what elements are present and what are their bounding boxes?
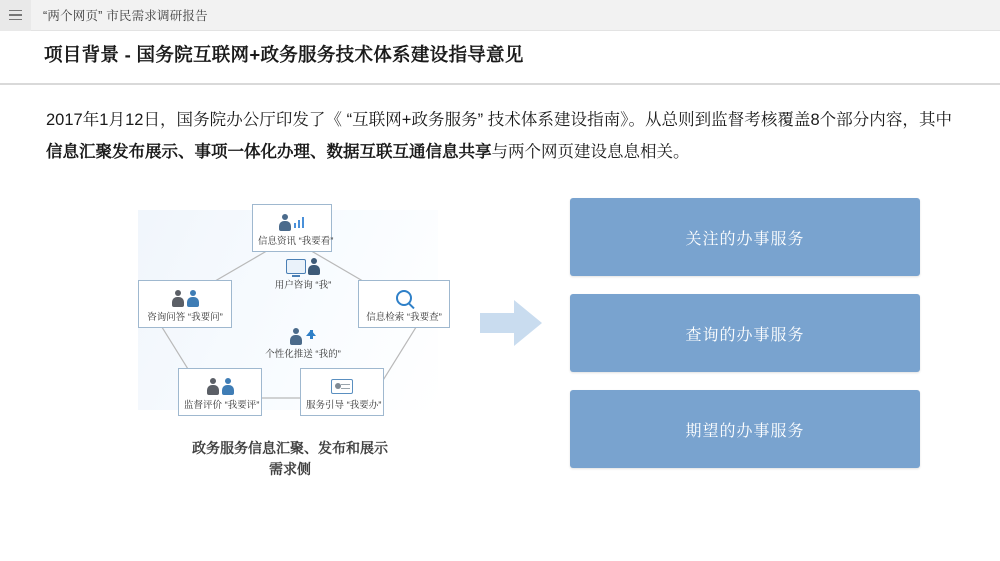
service-card-followed[interactable]: 关注的办事服务 bbox=[570, 198, 920, 276]
requirement-diagram bbox=[100, 190, 480, 490]
diagram-center-label: 用户咨询 “我” bbox=[274, 280, 332, 291]
diagram-node-label: 信息资讯 “我要看” bbox=[258, 236, 334, 247]
diagram-middle-node bbox=[248, 328, 358, 360]
person-icon bbox=[221, 378, 234, 395]
diagram-caption-line1: 政务服务信息汇聚、发布和展示 bbox=[192, 440, 388, 456]
hamburger-icon[interactable] bbox=[0, 0, 31, 31]
diagram-node-info[interactable] bbox=[252, 204, 332, 252]
diagram-node-search[interactable] bbox=[358, 280, 450, 328]
id-card-icon bbox=[331, 379, 353, 394]
service-card-expected[interactable]: 期望的办事服务 bbox=[570, 390, 920, 468]
service-card-list bbox=[570, 198, 920, 468]
top-bar bbox=[0, 0, 1000, 31]
diagram-caption bbox=[100, 438, 480, 480]
paragraph-text-1: 2017年1月12日，国务院办公厅印发了《 “互联网+政务服务” 技术体系建设指南》。从总则到监督考核覆盖8个部分内容，其中 bbox=[46, 111, 952, 129]
user-screen-icon bbox=[286, 259, 306, 274]
diagram-node-guide[interactable] bbox=[300, 368, 384, 416]
supervise-icon bbox=[206, 378, 219, 395]
search-icon bbox=[396, 290, 412, 306]
page-title: 项目背景 - 国务院互联网+政务服务技术体系建设指导意见 bbox=[44, 44, 524, 65]
diagram-middle-label: 个性化推送 “我的” bbox=[265, 349, 341, 360]
diagram-node-label: 服务引导 “我要办” bbox=[306, 400, 382, 411]
up-arrow-icon bbox=[306, 330, 317, 343]
info-chart-icon bbox=[279, 214, 292, 231]
person-push-icon bbox=[290, 328, 303, 345]
diagram-node-supervise[interactable] bbox=[178, 368, 262, 416]
bar-chart-icon bbox=[294, 216, 306, 228]
diagram-node-label: 监督评价 “我要评” bbox=[184, 400, 260, 411]
title-divider bbox=[0, 83, 1000, 85]
body-paragraph bbox=[46, 104, 952, 168]
document-title: “两个网页” 市民需求调研报告 bbox=[43, 9, 208, 23]
paragraph-text-bold: 信息汇聚发布展示、事项一体化办理、数据互联互通信息共享 bbox=[46, 143, 492, 161]
person-icon bbox=[186, 290, 199, 307]
person-icon bbox=[308, 258, 321, 275]
right-arrow-icon bbox=[480, 300, 542, 346]
diagram-center-node bbox=[260, 258, 346, 291]
diagram-node-label: 信息检索 “我要查” bbox=[366, 312, 442, 323]
diagram-caption-line2: 需求侧 bbox=[269, 461, 311, 477]
diagram-node-label: 咨询问答 “我要问” bbox=[147, 312, 223, 323]
paragraph-text-2: 与两个网页建设息息相关。 bbox=[491, 143, 690, 161]
service-card-queried[interactable]: 查询的办事服务 bbox=[570, 294, 920, 372]
diagram-node-consult[interactable] bbox=[138, 280, 232, 328]
consult-icon bbox=[171, 290, 184, 307]
